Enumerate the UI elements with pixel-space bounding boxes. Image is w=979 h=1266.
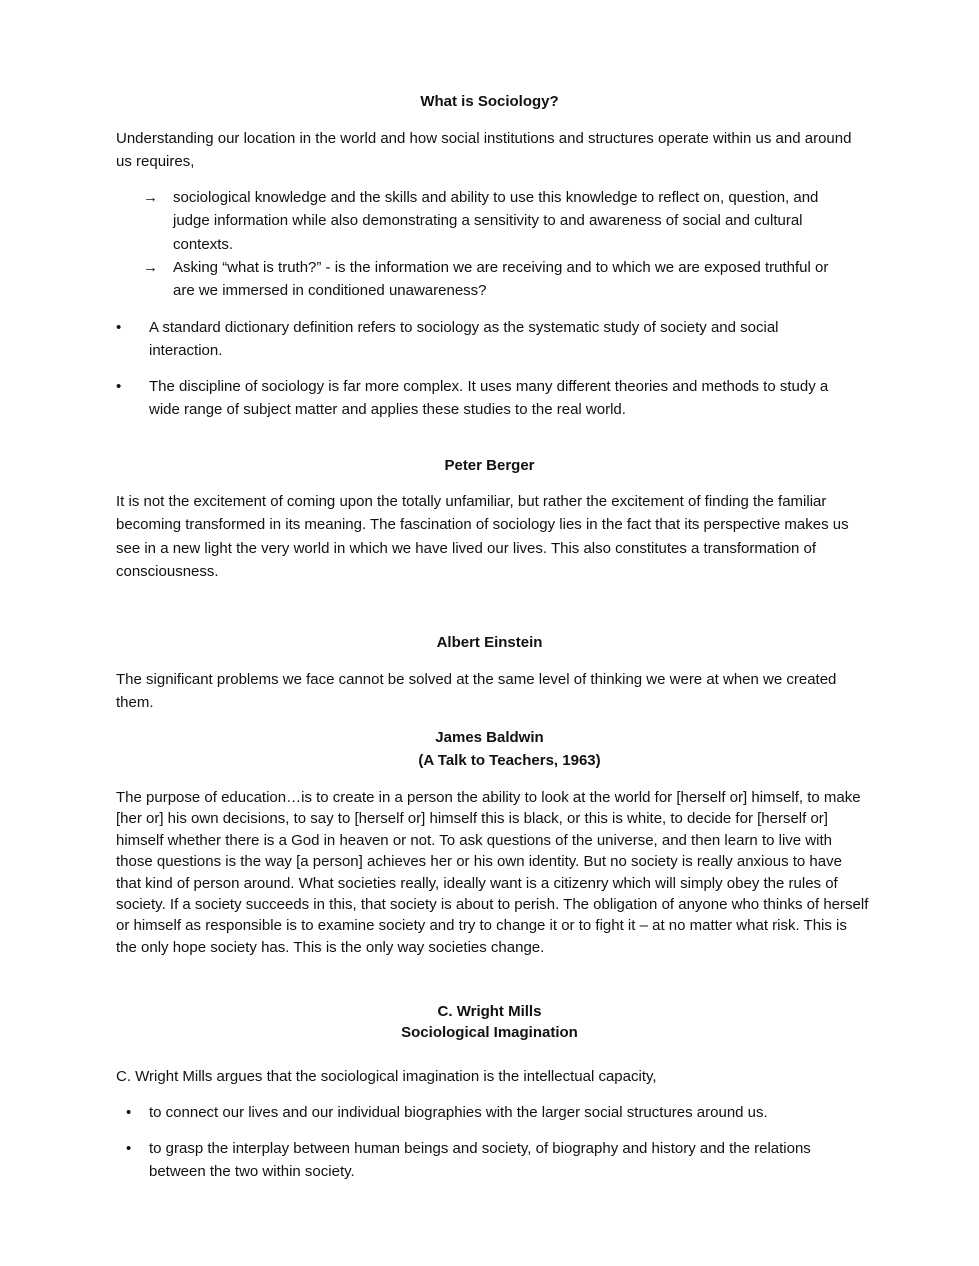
arrow-marker: → bbox=[143, 189, 158, 206]
mills-subheading: Sociological Imagination bbox=[401, 1024, 578, 1041]
heading-james-baldwin: James Baldwin bbox=[435, 729, 544, 746]
sociology-intro: Understanding our location in the world and how social institutions and structures operate within us and around us requires, bbox=[116, 130, 852, 171]
einstein-quote: The significant problems we face cannot be solved at the same level of thinking we were at when we created them. bbox=[116, 671, 837, 712]
bullet-discipline: The discipline of sociology is far more complex. It uses many different theories and methods to study a wide range of subject matter and applies these studies to the real world. bbox=[149, 378, 829, 419]
arrow-item-truth: Asking “what is truth?” - is the information we are receiving and to which we are exposed truthful or are we immersed in conditioned unawareness? bbox=[173, 259, 829, 300]
arrow-marker: → bbox=[143, 259, 158, 276]
arrow-item-knowledge: sociological knowledge and the skills and ability to use this knowledge to reflect on, question, and judge information while also demonstrating a sensitivity to and awareness of social and cultural contexts. bbox=[173, 189, 819, 253]
heading-what-is-sociology: What is Sociology? bbox=[420, 93, 559, 110]
mills-intro: C. Wright Mills argues that the sociological imagination is the intellectual capacity, bbox=[116, 1068, 657, 1085]
bullet-definition: A standard dictionary definition refers to sociology as the systematic study of society and social interaction. bbox=[149, 319, 779, 360]
bullet-marker: • bbox=[126, 1104, 132, 1121]
berger-quote: It is not the excitement of coming upon the totally unfamiliar, but rather the excitement of finding the familiar becoming transformed in its meaning. The fascination of sociology lies in the fact that its perspective makes us see in a new light the very world in which we have lived our lives. This also constitutes a transformation of consciousness. bbox=[116, 493, 849, 580]
baldwin-subheading: (A Talk to Teachers, 1963) bbox=[418, 752, 601, 769]
bullet-marker: • bbox=[116, 378, 122, 395]
bullet-marker: • bbox=[116, 319, 122, 336]
heading-albert-einstein: Albert Einstein bbox=[436, 634, 543, 651]
mills-bullet-interplay: to grasp the interplay between human beings and society, of biography and history and the relations between the two within society. bbox=[149, 1140, 811, 1181]
heading-peter-berger: Peter Berger bbox=[444, 457, 535, 474]
baldwin-quote: The purpose of education…is to create in a person the ability to look at the world for [herself or] himself, to make [her or] his own decisions, to say to [herself or] himself this is black, or this is white, to decide for [herself or] himself whether there is a God in heaven or not. To ask questions of the universe, and then learn to live with those questions is the way [a person] achieves her or his own identity. But no society is really anxious to have that kind of person around. What societies really, ideally want is a citizenry which will simply obey the rules of society. If a society succeeds in this, that society is about to perish. The obligation of anyone who thinks of herself or himself as responsible is to examine society and try to change it or to fight it – at no matter what risk. This is the only hope society has. This is the only way societies change. bbox=[116, 789, 869, 956]
bullet-marker: • bbox=[126, 1140, 132, 1157]
mills-bullet-connect: to connect our lives and our individual biographies with the larger social structures around us. bbox=[149, 1104, 768, 1121]
heading-c-wright-mills: C. Wright Mills bbox=[437, 1003, 542, 1020]
